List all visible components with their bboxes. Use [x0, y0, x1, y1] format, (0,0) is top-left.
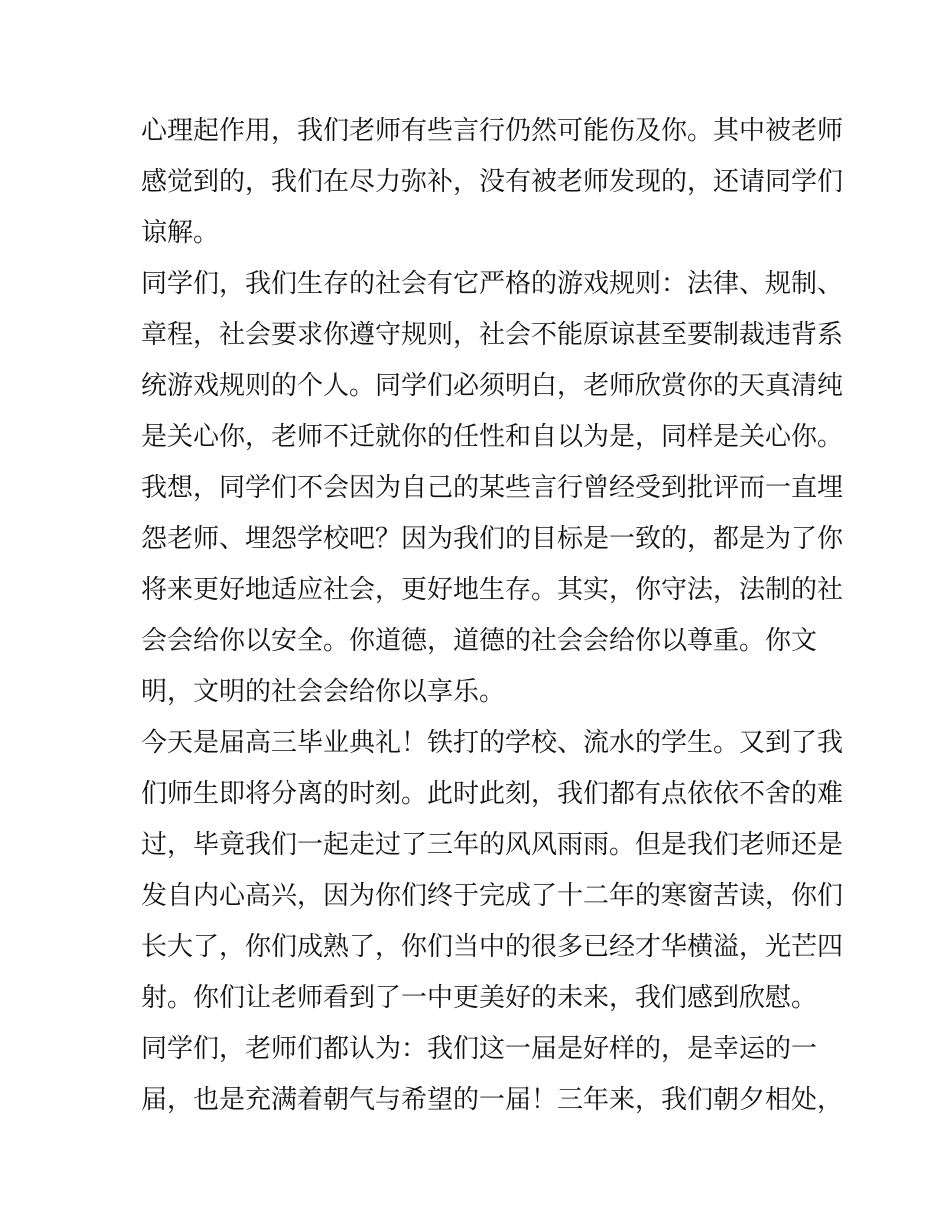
text-line: 射。你们让老师看到了一中更美好的未来，我们感到欣慰。 — [141, 983, 818, 1013]
text-line: 同学们，老师们都认为：我们这一届是好样的，是幸运的一 — [141, 1034, 818, 1064]
text-line: 心理起作用，我们老师有些言行仍然可能伤及你。其中被老师 — [141, 116, 844, 146]
text-line: 同学们，我们生存的社会有它严格的游戏规则：法律、规制、 — [141, 269, 844, 299]
text-line: 过，毕竟我们一起走过了三年的风风雨雨。但是我们老师还是 — [141, 830, 844, 860]
text-line: 怨老师、埋怨学校吧？因为我们的目标是一致的，都是为了你 — [141, 524, 844, 554]
text-line: 届，也是充满着朝气与希望的一届！三年来，我们朝夕相处， — [141, 1085, 844, 1115]
text-line: 是关心你，老师不迁就你的任性和自以为是，同样是关心你。 — [141, 422, 844, 452]
text-line: 感觉到的，我们在尽力弥补，没有被老师发现的，还请同学们 — [141, 167, 844, 197]
text-line: 谅解。 — [141, 218, 220, 248]
text-line: 我想，同学们不会因为自己的某些言行曾经受到批评而一直埋 — [141, 473, 844, 503]
text-line: 发自内心高兴，因为你们终于完成了十二年的寒窗苦读，你们 — [141, 881, 844, 911]
text-line: 今天是届高三毕业典礼！铁打的学校、流水的学生。又到了我 — [141, 728, 844, 758]
text-line: 们师生即将分离的时刻。此时此刻，我们都有点依依不舍的难 — [141, 779, 844, 809]
text-line: 将来更好地适应社会，更好地生存。其实，你守法，法制的社 — [141, 575, 844, 605]
text-line: 统游戏规则的个人。同学们必须明白，老师欣赏你的天真清纯 — [141, 371, 844, 401]
text-line: 明，文明的社会会给你以享乐。 — [141, 677, 506, 707]
text-line: 长大了，你们成熟了，你们当中的很多已经才华横溢，光芒四 — [141, 932, 844, 962]
text-line: 会会给你以安全。你道德，道德的社会会给你以尊重。你文 — [141, 626, 818, 656]
text-line: 章程，社会要求你遵守规则，社会不能原谅甚至要制裁违背系 — [141, 320, 844, 350]
document-body — [141, 106, 844, 1126]
